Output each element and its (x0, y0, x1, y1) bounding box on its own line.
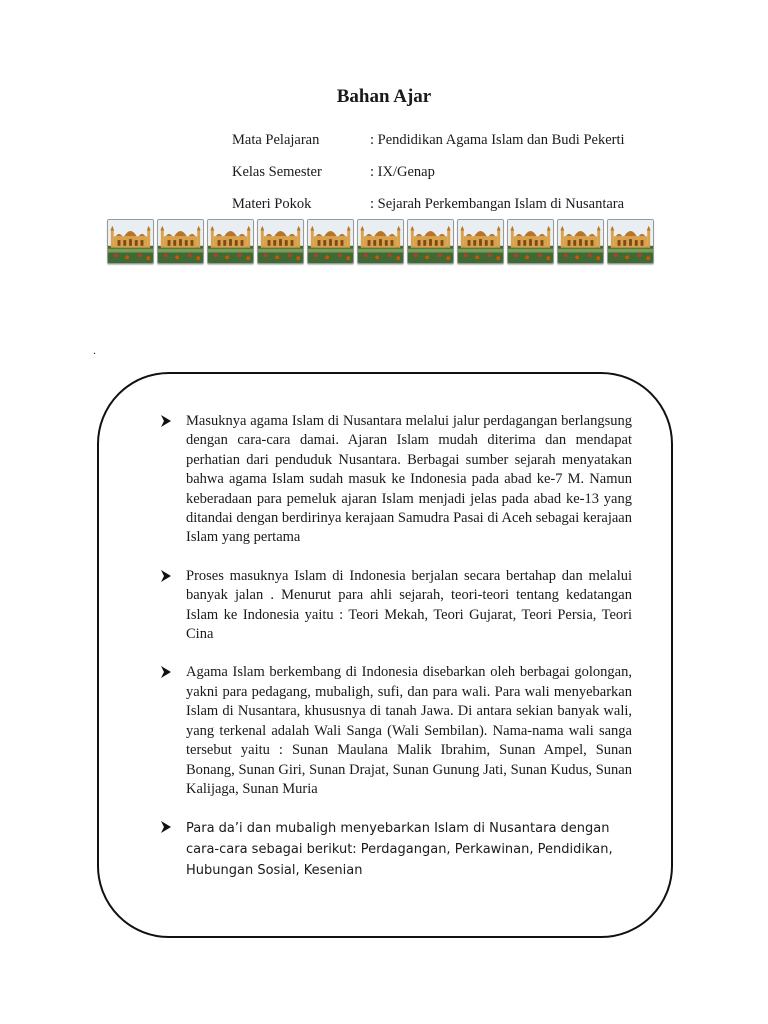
lesson-info (232, 124, 625, 220)
list-item-text: Para da’i dan mubaligh menyebarkan Islam di Nusantara dengan cara-cara sebagai berikut: Perdagangan, Perkawinan, Pendidikan, Hubungan Sosial, Kesenian (186, 821, 613, 879)
list-item-text: Agama Islam berkembang di Indonesia disebarkan oleh berbagai golongan, yakni para pedagang, mubaligh, sufi, dan para wali. Para wali menyebarkan Islam di Nusantara, khususnya di tanah Jawa. Di antara sekian banyak wali, yang terkenal adalah Wali Sanga (Wali Sembilan). Nama-nama wali sanga tersebut yaitu : Sunan Maulana Malik Ibrahim, Sunan Ampel, Sunan Bonang, Sunan Giri, Sunan Drajat, Sunan Gunung Jati, Sunan Kudus, Sunan Kalijaga, Sunan Muria (186, 664, 632, 797)
list-item-text: Proses masuknya Islam di Indonesia berjalan secara bertahap dan melalui banyak jalan . Menurut para ahli sejarah, teori-teori tentang kedatangan Islam ke Indonesia yaitu : Teori Mekah, Teori Gujarat, Teori Persia, Teori Cina (186, 567, 632, 643)
mosque-thumbnail (207, 219, 254, 264)
list-item (160, 663, 632, 799)
mosque-image-strip (107, 219, 654, 264)
page-title: Bahan Ajar (336, 86, 432, 107)
info-label: Kelas Semester (232, 164, 322, 180)
arrow-bullet-icon (160, 415, 171, 427)
arrow-bullet-icon (160, 821, 171, 833)
info-value: : Pendidikan Agama Islam dan Budi Pekerti (370, 132, 625, 148)
list-item (160, 818, 632, 881)
info-row-class (232, 156, 625, 188)
info-value: : IX/Genap (370, 164, 435, 180)
mosque-thumbnail (607, 219, 654, 264)
info-row-topic (232, 188, 625, 220)
info-value: : Sejarah Perkembangan Islam di Nusantara (370, 196, 625, 212)
mosque-thumbnail (407, 219, 454, 264)
mosque-thumbnail (157, 219, 204, 264)
mosque-thumbnail (257, 219, 304, 264)
info-label: Mata Pelajaran (232, 132, 320, 148)
mosque-thumbnail (507, 219, 554, 264)
bullet-list (160, 412, 632, 900)
stray-dot: . (93, 343, 96, 357)
list-item (160, 567, 632, 645)
arrow-bullet-icon (160, 570, 171, 582)
list-item (160, 412, 632, 548)
arrow-bullet-icon (160, 666, 171, 678)
info-row-subject (232, 124, 625, 156)
mosque-thumbnail (557, 219, 604, 264)
mosque-thumbnail (107, 219, 154, 264)
mosque-thumbnail (357, 219, 404, 264)
mosque-thumbnail (457, 219, 504, 264)
list-item-text: Masuknya agama Islam di Nusantara melalui jalur perdagangan berlangsung dengan cara-cara damai. Ajaran Islam mudah diterima dan mendapat perhatian dari penduduk Nusantara. Berbagai sumber sejarah menyatakan bahwa agama Islam sudah masuk ke Indonesia pada abad ke-7 M. Namun keberadaan para pemeluk ajaran Islam menjadi jelas pada abad ke-13 yang ditandai dengan berdirinya kerajaan Samudra Pasai di Aceh sebagai kerajaan Islam yang pertama (186, 413, 632, 546)
mosque-thumbnail (307, 219, 354, 264)
info-label: Materi Pokok (232, 196, 312, 212)
